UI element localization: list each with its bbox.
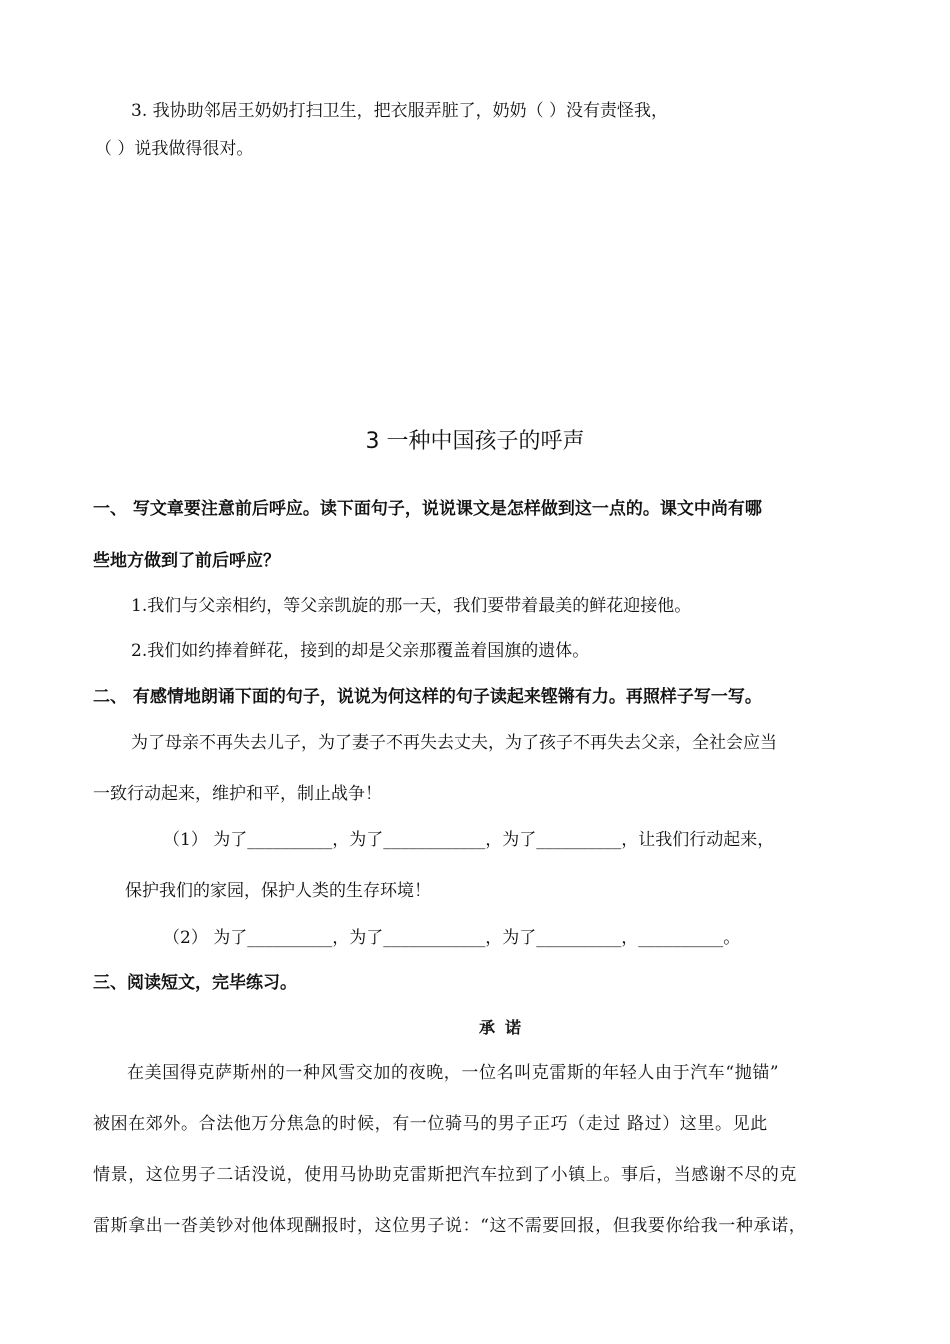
story-line-4: 雷斯拿出一沓美钞对他体现酬报时，这位男子说：“这不需要回报，但我要你给我一种承诺， (93, 1216, 807, 1236)
story-line-1: 在美国得克萨斯州的一种风雪交加的夜晚，一位名叫克雷斯的年轻人由于汽车“抛锚” (127, 1063, 780, 1083)
question-3-line-1: 3. 我协助邻居王奶奶打扫卫生，把衣服弄脏了，奶奶（ ）没有责怪我， (131, 101, 669, 121)
part2-example-line-1: 为了母亲不再失去儿子，为了妻子不再失去丈夫，为了孩子不再失去父亲，全社会应当 (131, 733, 777, 753)
part1-heading-line-1: 一、 写文章要注意前后呼应。读下面句子，说说课文是怎样做到这一点的。课文中尚有哪 (93, 499, 762, 519)
part3-heading: 三、阅读短文，完毕练习。 (93, 973, 297, 993)
part2-example-line-2: 一致行动起来，维护和平，制止战争！ (93, 784, 382, 804)
lesson-title: 3 一种中国孩子的呼声 (365, 429, 585, 454)
part1-sentence-2: 2.我们如约捧着鲜花，接到的却是父亲那覆盖着国旗的遗体。 (131, 641, 590, 661)
part1-heading-line-2: 些地方做到了前后呼应？ (93, 551, 280, 571)
part2-exercise-1-line-1: （1） 为了__________，为了____________，为了__________，让我们行动起来， (163, 830, 775, 850)
part2-exercise-2: （2） 为了__________，为了____________，为了__________，__________。 (163, 928, 741, 948)
story-line-2: 被困在郊外。合法他万分焦急的时候，有一位骑马的男子正巧（走过 路过）这里。见此 (93, 1114, 768, 1134)
question-3-line-2: （ ）说我做得很对。 (95, 139, 254, 159)
part2-heading: 二、 有感情地朗诵下面的句子，说说为何这样的句子读起来铿锵有力。再照样子写一写。 (93, 687, 762, 707)
story-line-3: 情景，这位男子二话没说，使用马协助克雷斯把汽车拉到了小镇上。事后，当感谢不尽的克 (93, 1165, 797, 1185)
part2-exercise-1-line-2: 保护我们的家园，保护人类的生存环境！ (125, 881, 431, 901)
part1-sentence-1: 1.我们与父亲相约，等父亲凯旋的那一天，我们要带着最美的鲜花迎接他。 (131, 596, 692, 616)
story-title: 承诺 (478, 1018, 531, 1037)
